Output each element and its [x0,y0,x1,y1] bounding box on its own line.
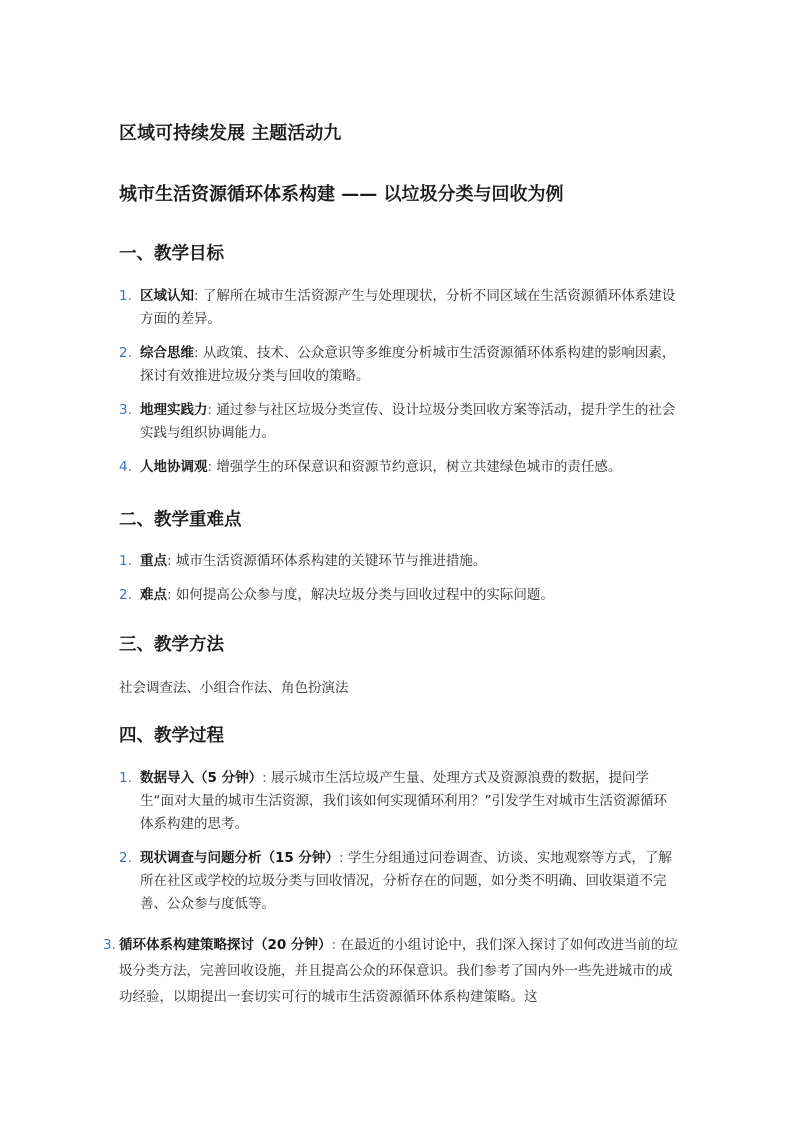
item-text: 了解所在城市生活资源产生与处理现状，分析不同区域在生活资源循环体系建设方面的差异。 [140,288,676,327]
item-term: 重点 [140,553,167,569]
list-item [119,550,679,573]
item-text: 增强学生的环保意识和资源节约意识，树立共建绿色城市的责任感。 [216,459,622,475]
document-title: 区域可持续发展 主题活动九 [119,123,342,144]
process-list [119,767,679,916]
list-item [119,456,679,479]
process-item-3 [103,932,679,1010]
item-term: 地理实践力 [140,402,208,418]
item-separator: : [331,937,337,953]
item-separator: : [194,288,199,304]
list-number: 1. [119,553,132,569]
item-text: 展示城市生活垃圾产生量、处理方式及资源浪费的数据，提问学生“面对大量的城市生活资源，我们该如何实现循环利用？”引发学生对城市生活资源循环体系构建的思考。 [140,770,667,832]
item-text: 从政策、技术、公众意识等多维度分析城市生活资源循环体系构建的影响因素，探讨有效推进垃圾分类与回收的策略。 [140,345,676,384]
list-number: 1. [119,288,132,304]
item-term: 综合思维 [140,345,194,361]
list-item [119,399,679,445]
objectives-list [119,285,679,479]
list-number: 4. [119,459,132,475]
list-number: 2. [119,587,132,603]
list-number: 2. [119,345,132,361]
item-term: 区域认知 [140,288,194,304]
section-heading-methods: 三、教学方法 [119,635,224,655]
list-number: 1. [119,770,132,786]
key-points-list [119,550,679,607]
item-term: 现状调查与问题分析（15 分钟） [140,850,339,866]
item-separator: : [207,402,213,418]
item-text: 城市生活资源循环体系构建的关键环节与推进措施。 [175,553,487,569]
item-term: 循环体系构建策略探讨（20 分钟） [119,937,332,953]
item-separator: : [262,770,267,786]
list-item [119,342,679,388]
document-subtitle: 城市生活资源循环体系构建 —— 以垃圾分类与回收为例 [119,184,564,205]
section-heading-key-points: 二、教学重难点 [119,510,242,530]
list-number: 3. [103,937,116,953]
item-text: 通过参与社区垃圾分类宣传、设计垃圾分类回收方案等活动，提升学生的社会实践与组织协调能力。 [140,402,676,441]
item-text: 在最近的小组讨论中，我们深入探讨了如何改进当前的垃圾分类方法，完善回收设施，并且提高公众的环保意识。我们参考了国内外一些先进城市的成功经验，以期提出一套切实可行的城市生活资源循环体系构建策略。这 [119,937,678,1005]
list-item [119,285,679,331]
item-separator: : [339,850,344,866]
list-item [119,767,679,836]
item-text: 学生分组通过问卷调查、访谈、实地观察等方式，了解所在社区或学校的垃圾分类与回收情况，分析存在的问题，如分类不明确、回收渠道不完善、公众参与度低等。 [140,850,672,912]
item-separator: : [207,459,213,475]
item-term: 难点 [140,587,167,603]
list-item [119,584,679,607]
item-separator: : [167,553,172,569]
item-term: 数据导入（5 分钟） [140,770,263,786]
section-heading-objectives: 一、教学目标 [119,244,224,264]
list-number: 2. [119,850,132,866]
list-item [119,847,679,916]
methods-text: 社会调查法、小组合作法、角色扮演法 [119,680,349,696]
section-heading-process: 四、教学过程 [119,726,224,746]
item-separator: : [167,587,172,603]
list-number: 3. [119,402,132,418]
item-text: 如何提高公众参与度，解决垃圾分类与回收过程中的实际问题。 [175,587,554,603]
item-term: 人地协调观 [140,459,208,475]
item-separator: : [194,345,199,361]
